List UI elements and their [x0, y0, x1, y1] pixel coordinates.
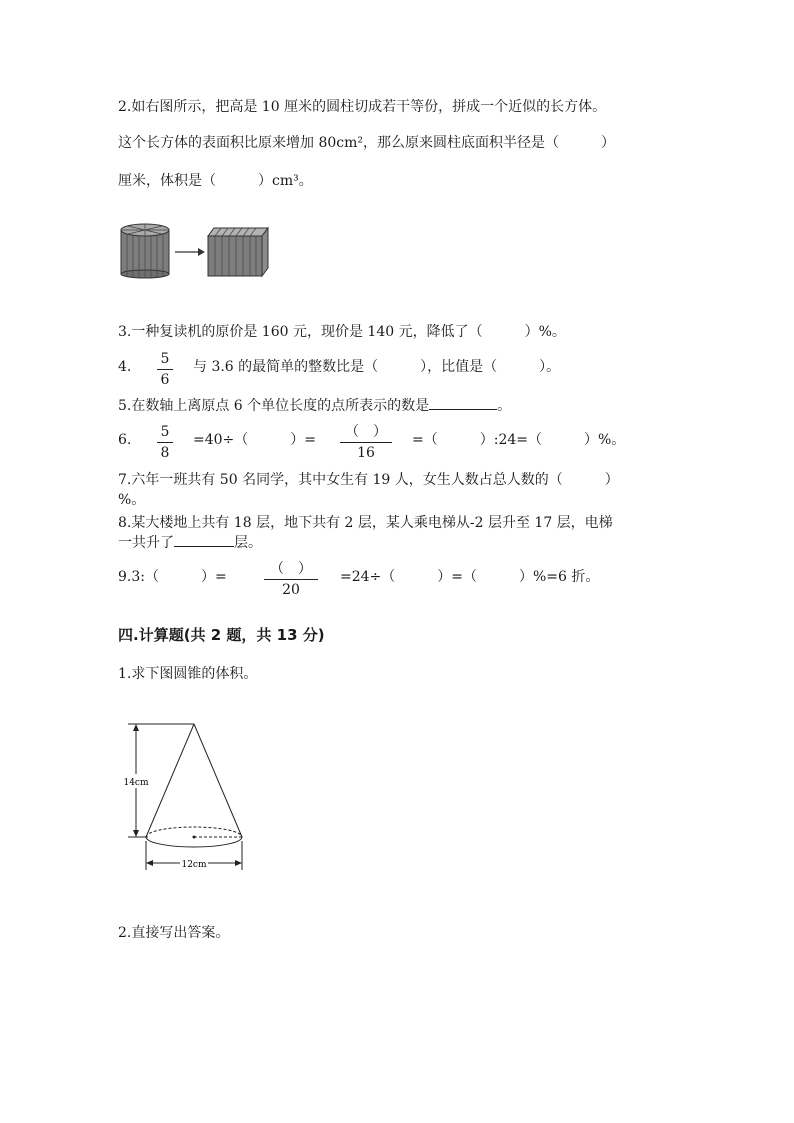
cuboid-icon — [208, 228, 268, 276]
q2-line1: 2.如右图所示，把高是 10 厘米的圆柱切成若干等份，拼成一个近似的长方体。 — [118, 99, 607, 115]
q6-part2: =（ ）:24=（ ）%。 — [412, 432, 626, 448]
height-label: 14cm — [123, 778, 149, 788]
q2-line3: 厘米，体积是（ ）cm³。 — [118, 173, 313, 189]
q8-line1: 8.某大楼地上共有 18 层，地下共有 2 层，某人乘电梯从-2 层升至 17 层，电梯 — [118, 515, 613, 531]
fraction-bar — [157, 442, 173, 443]
q6-number: 6. — [118, 432, 132, 448]
cylinder-to-cuboid-figure — [118, 222, 268, 278]
q6-fraction2-numerator: （ ） — [345, 424, 387, 440]
q8-answer-blank[interactable] — [174, 546, 234, 547]
q3-text: 3.一种复读机的原价是 160 元，现价是 140 元，降低了（ ）%。 — [118, 324, 566, 340]
q9-part1: 9.3:（ ）= — [118, 569, 227, 585]
cone-figure — [120, 716, 260, 876]
q6-fraction-denominator: 8 — [160, 445, 170, 461]
q7-line2: %。 — [118, 492, 146, 508]
q9-part2: =24÷（ ）=（ ）%=6 折。 — [340, 569, 600, 585]
q6-fraction — [157, 424, 173, 461]
q6-fraction2-denominator: 16 — [357, 445, 375, 461]
q4-text: 与 3.6 的最简单的整数比是（ ），比值是（ ）。 — [193, 359, 561, 375]
cylinder-icon — [121, 224, 169, 278]
q9-fraction-numerator: （ ） — [270, 561, 312, 577]
q6-fraction2 — [340, 424, 392, 461]
fraction-bar — [157, 369, 173, 370]
section-heading: 四.计算题(共 2 题，共 13 分) — [118, 626, 325, 644]
q4-fraction — [157, 351, 173, 388]
q8-line2-start: 一共升了 — [118, 535, 174, 551]
q6-fraction-numerator: 5 — [160, 424, 170, 440]
c2-text: 2.直接写出答案。 — [118, 925, 230, 941]
q5-question: 5.在数轴上离原点 6 个单位长度的点所表示的数是 — [118, 398, 430, 414]
q4-number: 4. — [118, 359, 132, 375]
q8-line2-end: 层。 — [234, 535, 262, 551]
q7-line1: 7.六年一班共有 50 名同学，其中女生有 19 人，女生人数占总人数的（ ） — [118, 472, 619, 488]
diameter-label: 12cm — [181, 860, 207, 870]
fraction-bar — [340, 442, 392, 443]
fraction-bar — [264, 579, 318, 580]
q5-text — [118, 396, 511, 416]
q8-line2 — [118, 533, 262, 553]
q4-fraction-denominator: 6 — [160, 372, 170, 388]
q9-fraction-denominator: 20 — [282, 582, 300, 598]
q9-fraction — [264, 561, 318, 598]
c1-text: 1.求下图圆锥的体积。 — [118, 666, 258, 682]
q5-end: 。 — [497, 398, 512, 414]
q4-fraction-numerator: 5 — [160, 351, 170, 367]
arrow-icon — [175, 248, 205, 256]
q6-part1: =40÷（ ）= — [193, 432, 317, 448]
q5-answer-blank[interactable] — [429, 409, 497, 410]
q2-line2: 这个长方体的表面积比原来增加 80cm²，那么原来圆柱底面积半径是（ ） — [118, 135, 615, 151]
